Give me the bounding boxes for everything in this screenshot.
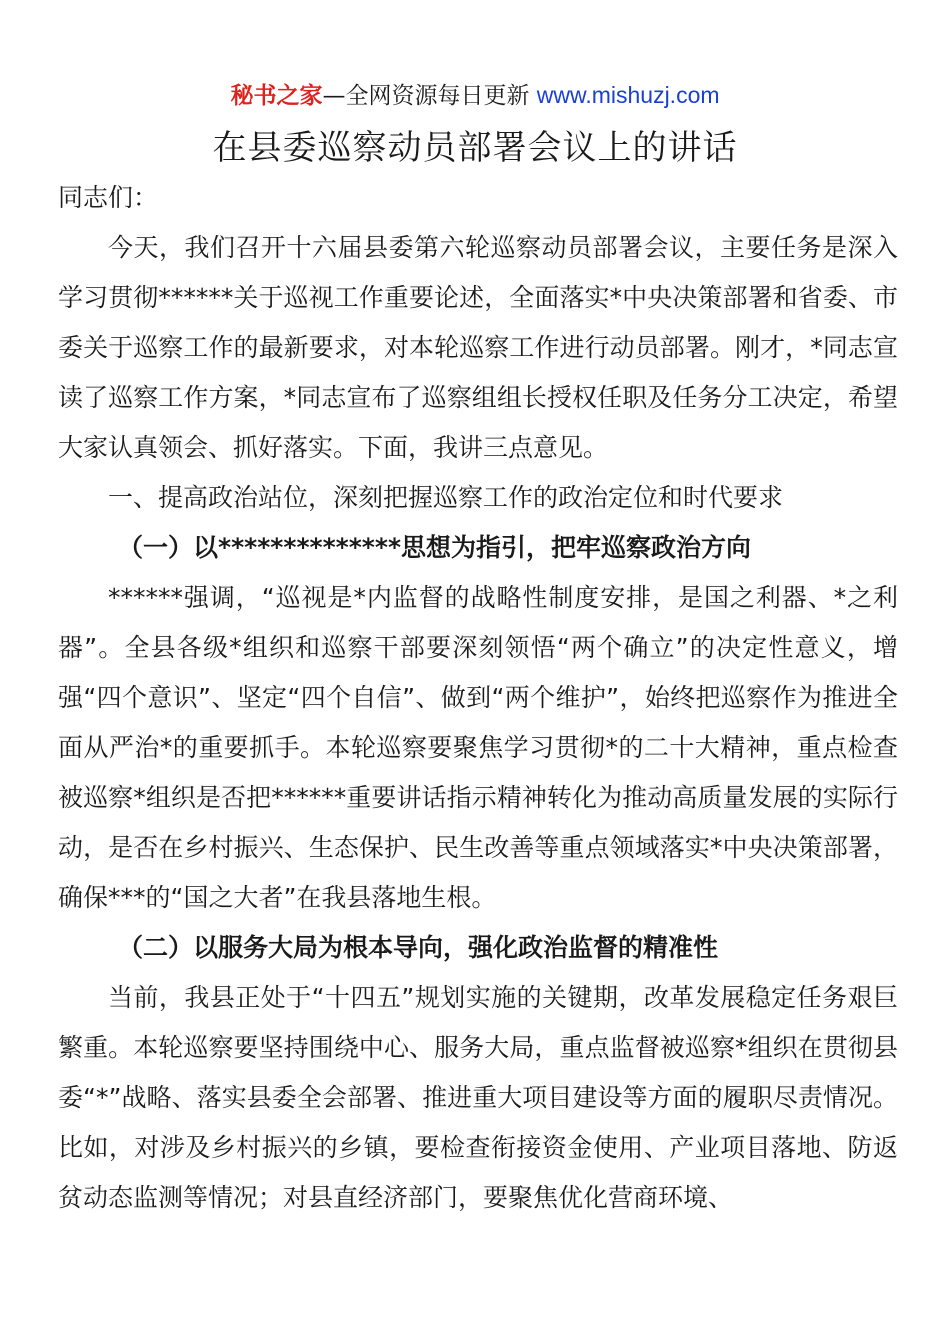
subsection-heading-1: （一）以**************思想为指引，把牢巡察政治方向 <box>118 533 752 562</box>
subsection-heading-2: （二）以服务大局为根本导向，强化政治监督的精准性 <box>118 933 719 962</box>
site-url-link[interactable]: www.mishuzj.com <box>536 82 720 108</box>
section-heading-1: 一、提高政治站位，深刻把握巡察工作的政治定位和时代要求 <box>108 483 784 512</box>
header-tagline: —全网资源每日更新 <box>322 83 537 109</box>
paragraph-1: ******强调，“巡视是*内监督的战略性制度安排，是国之利器、*之利器”。全县各级*组织和巡察干部要深刻领悟“两个确立”的决定性意义，增强“四个意识”、坚定“四个自信”、做到“两个维护”，始终把巡察作为推进全面从严治*的重要抓手。本轮巡察要聚焦学习贯彻*的二十大精神，重点检查被巡察*组织是否把******重要讲话指示精神转化为推动高质量发展的实际行动，是否在乡村振兴、生态保护、民生改善等重点领域落实*中央决策部署，确保***的“国之大者”在我县落地生根。 <box>58 583 898 912</box>
paragraph-intro: 今天，我们召开十六届县委第六轮巡察动员部署会议，主要任务是深入学习贯彻******关于巡视工作重要论述，全面落实*中央决策部署和省委、市委关于巡察工作的最新要求，对本轮巡察工作进行动员部署。刚才，*同志宣读了巡察工作方案，*同志宣布了巡察组组长授权任职及任务分工决定，希望大家认真领会、抓好落实。下面，我讲三点意见。 <box>58 233 898 462</box>
document-body <box>58 173 898 1223</box>
document-title: 在县委巡察动员部署会议上的讲话 <box>212 128 738 168</box>
paragraph-2: 当前，我县正处于“十四五”规划实施的关键期，改革发展稳定任务艰巨繁重。本轮巡察要坚持围绕中心、服务大局，重点监督被巡察*组织在贯彻县委“*”战略、落实县委全会部署、推进重大项目建设等方面的履职尽责情况。比如，对涉及乡村振兴的乡镇，要检查衔接资金使用、产业项目落地、防返贫动态监测等情况；对县直经济部门，要聚焦优化营商环境、 <box>58 983 898 1212</box>
brand-name: 秘书之家 <box>230 83 323 109</box>
site-header <box>0 78 950 113</box>
salutation: 同志们： <box>58 183 159 212</box>
